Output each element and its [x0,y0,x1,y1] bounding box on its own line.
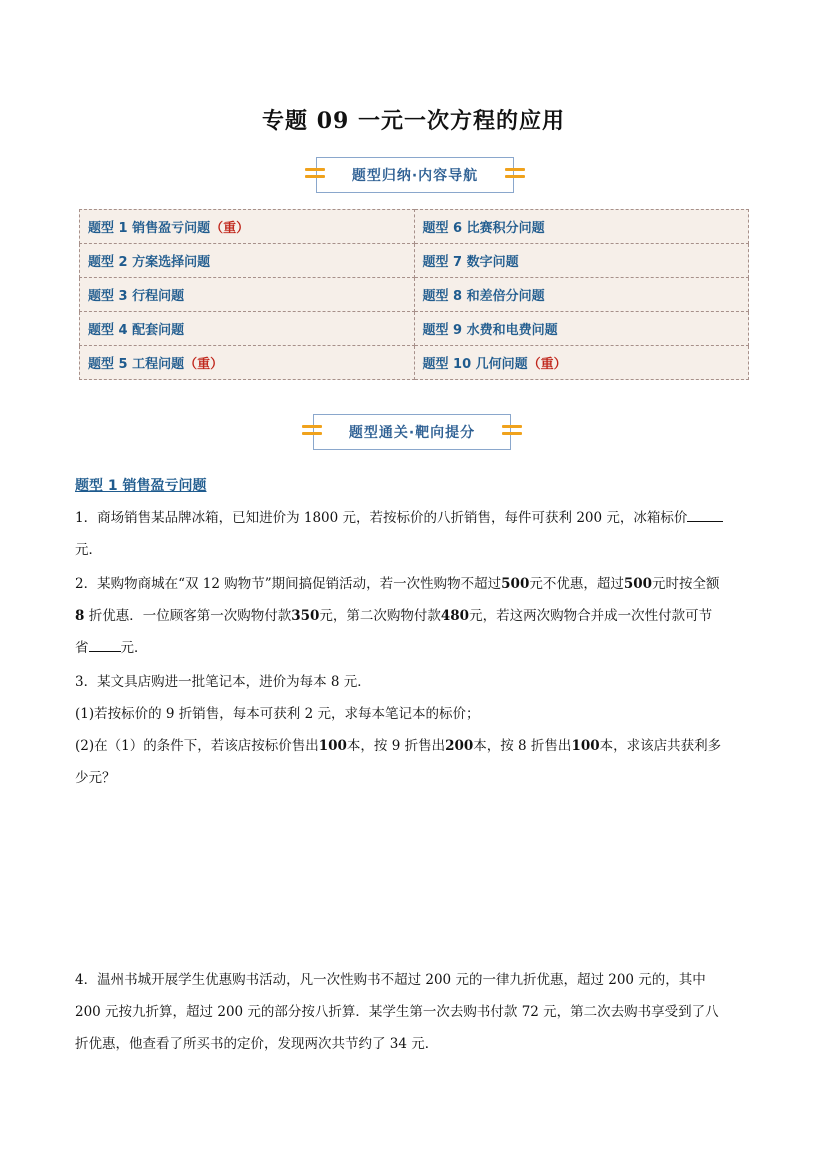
banner-right-decoration-icon [505,166,525,184]
answer-blank[interactable] [89,638,121,652]
banner-label: 题型归纳·内容导航 [351,168,479,184]
banner-left-decoration-icon [305,166,325,184]
question-3: 3．某文具店购进一批笔记本，进价为每本 8 元． (1)若按标价的 9 折销售，每本可获利 2 元，求每本笔记本的标价； (2)在（1）的条件下，若该店按标价售出100本，按 9 折售出200本，按 8 折售出100本，求该店共获利多 少元？ [75,674,722,786]
table-row [80,278,749,312]
question-2: 2．某购物商城在“双 12 购物节”期间搞促销活动，若一次性购物不超过500元不优惠，超过500元时按全额 8 折优惠．一位顾客第一次购物付款350元，第二次购物付款480元，若这两次购物合并成一次性付款可节 省 元． [75,576,720,656]
banner-right-decoration-icon [502,423,522,441]
toc-item[interactable]: 题型 7 数字问题 [414,244,749,278]
toc-item[interactable]: 题型 4 配套问题 [80,312,415,346]
topic-table [79,209,749,380]
table-row [80,210,749,244]
answer-blank[interactable] [687,508,723,522]
toc-item[interactable]: 题型 9 水费和电费问题 [414,312,749,346]
toc-item[interactable]: 题型 2 方案选择问题 [80,244,415,278]
section-banner-navigation [316,157,514,193]
toc-item[interactable]: 题型 10 几何问题（重） [414,346,749,380]
toc-item[interactable]: 题型 5 工程问题（重） [80,346,415,380]
table-row [80,244,749,278]
banner-label: 题型通关·靶向提分 [348,425,476,441]
question-1: 1．商场销售某品牌冰箱，已知进价为 1800 元，若按标价的八折销售，每件可获利 200 元，冰箱标价 元． [75,502,755,566]
table-row [80,312,749,346]
page-title: 专题 09 一元一次方程的应用 [262,108,565,134]
question-4: 4．温州书城开展学生优惠购书活动，凡一次性购书不超过 200 元的一律九折优惠，超过 200 元的，其中 200 元按九折算，超过 200 元的部分按八折算．某学生第一次去购书付款 72 元，第二次去购书享受到了八 折优惠，他查看了所买书的定价，发现两次共节约了 34 元． [75,972,719,1052]
banner-left-decoration-icon [302,423,322,441]
toc-item[interactable]: 题型 1 销售盈亏问题（重） [80,210,415,244]
toc-item[interactable]: 题型 8 和差倍分问题 [414,278,749,312]
table-row [80,346,749,380]
section-banner-practice [313,414,511,450]
toc-item[interactable]: 题型 6 比赛积分问题 [414,210,749,244]
section-heading[interactable]: 题型 1 销售盈亏问题 [75,478,207,494]
toc-item[interactable]: 题型 3 行程问题 [80,278,415,312]
